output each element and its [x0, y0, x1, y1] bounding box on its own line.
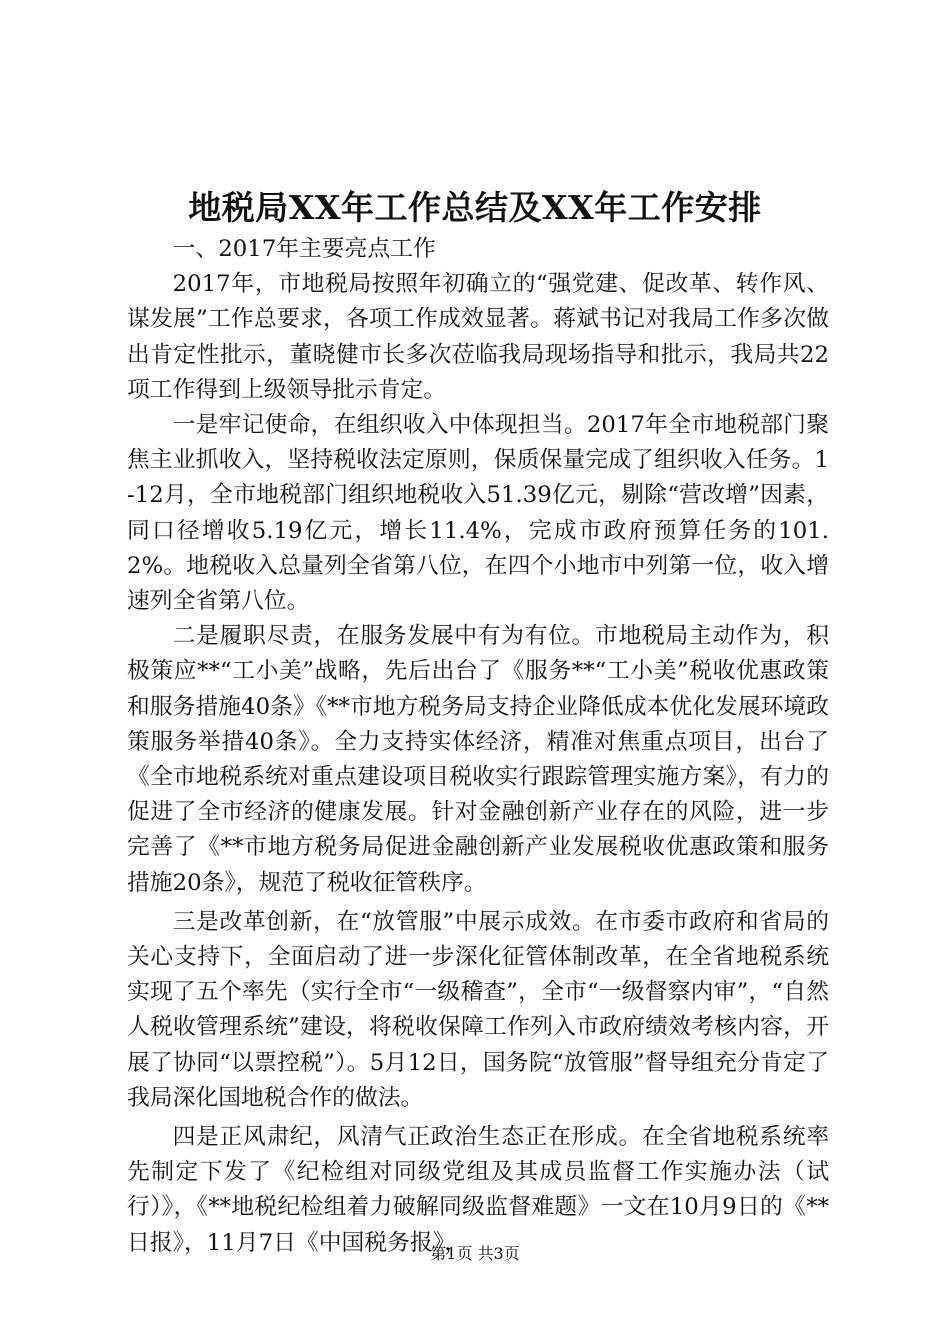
paragraph-revenue: 一是牢记使命，在组织收入中体现担当。2017年全市地税部门聚焦主业抓收入，坚持税收法定原则，保质保量完成了组织收入任务。1-12月，全市地税部门组织地税收入51.39亿元，剔除“营改增”因素，同口径增收5.19亿元，增长11.4%，完成市政府预算任务的101.2%。地税收入总量列全省第八位，在四个小地市中列第一位，收入增速列全省第八位。	[127, 412, 829, 615]
section-heading: 一、2017年主要亮点工作	[172, 236, 436, 262]
paragraph-reform: 三是改革创新，在“放管服”中展示成效。在市委市政府和省局的关心支持下，全面启动了进一步深化征管体制改革，在全省地税系统实现了五个率先（实行全市“一级稽查”，全市“一级督察内审”，“自然人税收管理系统”建设，将税收保障工作列入市政府绩效考核内容，开展了协同“以票控税”）。5月12日，国务院“放管服”督导组充分肯定了我局深化国地税合作的做法。	[127, 908, 829, 1111]
document-body	[127, 232, 829, 1261]
paragraph-overview: 2017年，市地税局按照年初确立的“强党建、促改革、转作风、谋发展”工作总要求，各项工作成效显著。蒋斌书记对我局工作多次做出肯定性批示，董晓健市长多次莅临我局现场指导和批示，我局共22项工作得到上级领导批示肯定。	[127, 271, 829, 403]
paragraph-service: 二是履职尽责，在服务发展中有为有位。市地税局主动作为，积极策应**“工小美”战略，先后出台了《服务**“工小美”税收优惠政策和服务措施40条》《**市地方税务局支持企业降低成本优化发展环境政策服务举措40条》。全力支持实体经济，精准对焦重点项目，出台了《全市地税系统对重点建设项目税收实行跟踪管理实施方案》，有力的促进了全市经济的健康发展。针对金融创新产业存在的风险，进一步完善了《**市地方税务局促进金融创新产业发展税收优惠政策和服务措施20条》，规范了税收征管秩序。	[127, 623, 829, 896]
document-title: 地税局XX年工作总结及XX年工作安排	[188, 188, 762, 227]
paragraph-discipline: 四是正风肃纪，风清气正政治生态正在形成。在全省地税系统率先制定下发了《纪检组对同级党组及其成员监督工作实施办法（试行）》，《**地税纪检组着力破解同级监督难题》一文在10月9日的《**日报》，11月7日《中国税务报》，	[127, 1124, 829, 1256]
page-number-footer: 第1页 共3页	[430, 1244, 520, 1263]
